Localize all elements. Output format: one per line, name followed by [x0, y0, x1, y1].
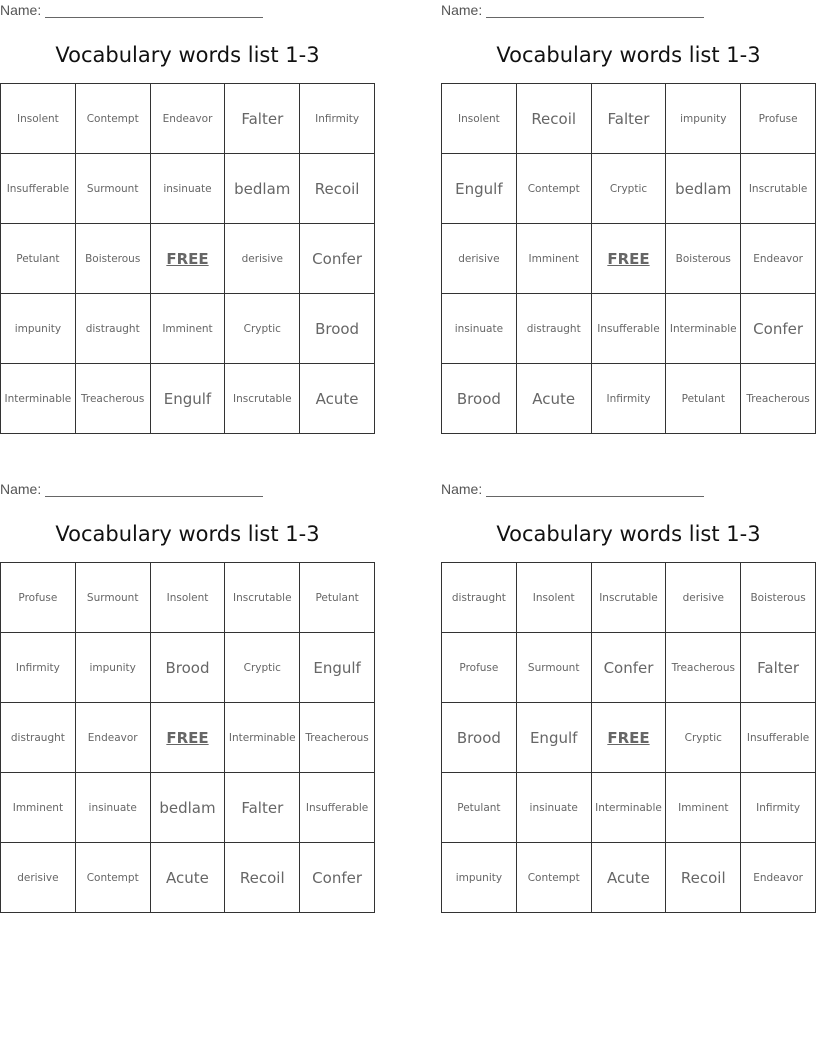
bingo-cell: Boisterous: [666, 224, 741, 294]
bingo-cell: Engulf: [300, 633, 375, 703]
bingo-cell: Treacherous: [741, 364, 816, 434]
bingo-cell: Petulant: [300, 563, 375, 633]
bingo-cell: Petulant: [442, 773, 517, 843]
bingo-cell: Falter: [225, 84, 300, 154]
bingo-cell: Inscrutable: [741, 154, 816, 224]
free-space-cell: FREE: [151, 703, 226, 773]
bingo-cell: Engulf: [151, 364, 226, 434]
bingo-cell: Treacherous: [300, 703, 375, 773]
bingo-cell: Infirmity: [1, 633, 76, 703]
name-blank-line[interactable]: [486, 483, 704, 497]
bingo-cell: Insolent: [151, 563, 226, 633]
bingo-cell: insinuate: [442, 294, 517, 364]
bingo-grid: [0, 562, 375, 913]
bingo-cell: Recoil: [300, 154, 375, 224]
name-blank-line[interactable]: [45, 483, 263, 497]
bingo-cell: Interminable: [666, 294, 741, 364]
bingo-cell: Confer: [741, 294, 816, 364]
bingo-cell: Contempt: [76, 84, 151, 154]
bingo-cell: Imminent: [151, 294, 226, 364]
bingo-cell: impunity: [76, 633, 151, 703]
bingo-cell: derisive: [442, 224, 517, 294]
bingo-cell: Insolent: [442, 84, 517, 154]
bingo-cell: Treacherous: [666, 633, 741, 703]
bingo-grid: [441, 562, 816, 913]
bingo-cell: distraught: [76, 294, 151, 364]
bingo-cell: bedlam: [151, 773, 226, 843]
bingo-grid: [441, 83, 816, 434]
bingo-cell: Acute: [592, 843, 667, 913]
bingo-cell: Falter: [741, 633, 816, 703]
bingo-cell: Infirmity: [741, 773, 816, 843]
bingo-cell: Endeavor: [741, 843, 816, 913]
bingo-cell: Acute: [517, 364, 592, 434]
bingo-cell: Profuse: [1, 563, 76, 633]
bingo-cell: Brood: [300, 294, 375, 364]
bingo-cell: Acute: [300, 364, 375, 434]
bingo-card-1: [0, 0, 375, 430]
bingo-cell: insinuate: [151, 154, 226, 224]
name-blank-line[interactable]: [486, 4, 704, 18]
free-space-cell: FREE: [151, 224, 226, 294]
name-field-row: [441, 481, 704, 497]
bingo-cell: bedlam: [225, 154, 300, 224]
free-space-cell: FREE: [592, 703, 667, 773]
name-field-row: [441, 2, 704, 18]
bingo-cell: derisive: [666, 563, 741, 633]
bingo-cell: Endeavor: [741, 224, 816, 294]
card-title: Vocabulary words list 1-3: [496, 522, 761, 546]
bingo-cell: Inscrutable: [225, 563, 300, 633]
bingo-cell: Profuse: [741, 84, 816, 154]
bingo-cell: Falter: [225, 773, 300, 843]
bingo-cell: derisive: [1, 843, 76, 913]
bingo-cell: Engulf: [517, 703, 592, 773]
name-field-row: [0, 2, 263, 18]
bingo-cell: Brood: [442, 364, 517, 434]
bingo-cell: Brood: [151, 633, 226, 703]
bingo-cell: Endeavor: [151, 84, 226, 154]
bingo-cell: Insufferable: [1, 154, 76, 224]
bingo-cell: impunity: [442, 843, 517, 913]
card-title: Vocabulary words list 1-3: [496, 43, 761, 67]
bingo-cell: Infirmity: [300, 84, 375, 154]
bingo-cell: Boisterous: [76, 224, 151, 294]
bingo-cell: Confer: [300, 224, 375, 294]
bingo-cell: Inscrutable: [225, 364, 300, 434]
bingo-cell: Petulant: [1, 224, 76, 294]
bingo-cell: distraught: [517, 294, 592, 364]
name-blank-line[interactable]: [45, 4, 263, 18]
bingo-cell: Acute: [151, 843, 226, 913]
bingo-cell: insinuate: [76, 773, 151, 843]
bingo-cell: bedlam: [666, 154, 741, 224]
bingo-cell: Recoil: [225, 843, 300, 913]
bingo-cell: Boisterous: [741, 563, 816, 633]
bingo-cell: Contempt: [517, 843, 592, 913]
bingo-cell: Recoil: [517, 84, 592, 154]
bingo-cell: Recoil: [666, 843, 741, 913]
card-title: Vocabulary words list 1-3: [55, 522, 320, 546]
bingo-cell: Cryptic: [666, 703, 741, 773]
bingo-cell: Insufferable: [741, 703, 816, 773]
bingo-cell: Endeavor: [76, 703, 151, 773]
bingo-cell: Cryptic: [592, 154, 667, 224]
bingo-cell: Cryptic: [225, 633, 300, 703]
bingo-cell: Profuse: [442, 633, 517, 703]
bingo-cell: Insolent: [517, 563, 592, 633]
bingo-card-3: [0, 479, 375, 909]
bingo-cell: insinuate: [517, 773, 592, 843]
card-title: Vocabulary words list 1-3: [55, 43, 320, 67]
bingo-cell: impunity: [666, 84, 741, 154]
bingo-cell: Confer: [592, 633, 667, 703]
bingo-cell: Confer: [300, 843, 375, 913]
bingo-cell: Interminable: [592, 773, 667, 843]
name-field-row: [0, 481, 263, 497]
bingo-cell: Imminent: [666, 773, 741, 843]
name-label: Name:: [0, 481, 42, 497]
name-label: Name:: [441, 2, 483, 18]
bingo-cell: Surmount: [76, 563, 151, 633]
bingo-cell: Insufferable: [300, 773, 375, 843]
bingo-cell: Surmount: [517, 633, 592, 703]
bingo-grid: [0, 83, 375, 434]
bingo-cell: distraught: [442, 563, 517, 633]
bingo-cell: derisive: [225, 224, 300, 294]
bingo-card-2: [441, 0, 816, 430]
bingo-cell: Brood: [442, 703, 517, 773]
bingo-cell: Contempt: [517, 154, 592, 224]
bingo-cell: Infirmity: [592, 364, 667, 434]
bingo-card-4: [441, 479, 816, 909]
name-label: Name:: [0, 2, 42, 18]
name-label: Name:: [441, 481, 483, 497]
bingo-cell: Insufferable: [592, 294, 667, 364]
bingo-cell: Treacherous: [76, 364, 151, 434]
bingo-cell: distraught: [1, 703, 76, 773]
bingo-cell: Interminable: [1, 364, 76, 434]
bingo-cell: Engulf: [442, 154, 517, 224]
free-space-cell: FREE: [592, 224, 667, 294]
bingo-cell: Interminable: [225, 703, 300, 773]
bingo-cell: Falter: [592, 84, 667, 154]
bingo-cell: impunity: [1, 294, 76, 364]
bingo-cell: Contempt: [76, 843, 151, 913]
bingo-cell: Surmount: [76, 154, 151, 224]
bingo-cell: Cryptic: [225, 294, 300, 364]
bingo-cell: Imminent: [517, 224, 592, 294]
bingo-cell: Imminent: [1, 773, 76, 843]
bingo-cell: Insolent: [1, 84, 76, 154]
bingo-cell: Petulant: [666, 364, 741, 434]
bingo-cell: Inscrutable: [592, 563, 667, 633]
